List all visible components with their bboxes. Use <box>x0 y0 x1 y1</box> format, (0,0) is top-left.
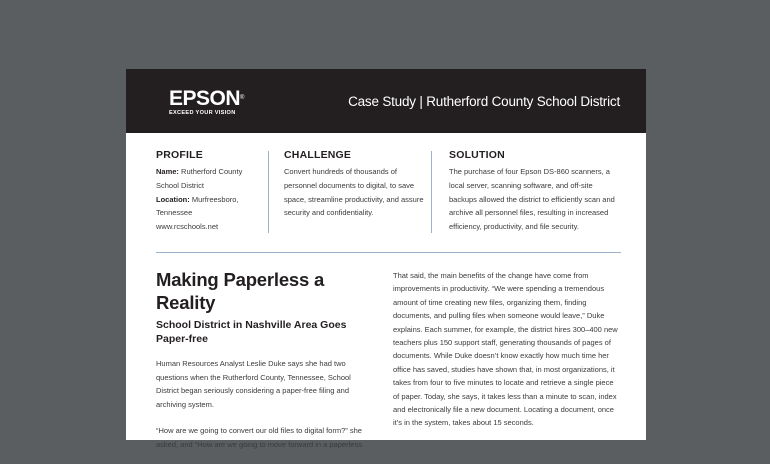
solution-text: The purchase of four Epson DS-860 scanners, a local server, scanning software, and off-site backups allowed the district to efficiently scan and archive all personnel files, resulting in increased efficiency, productivity, and file security. <box>449 167 615 232</box>
section-divider <box>156 252 621 253</box>
article-subtitle: School District in Nashville Area Goes Paper-free <box>156 319 347 345</box>
profile-location <box>156 193 261 221</box>
profile-location-value: Murfreesboro, Tennessee <box>156 194 239 218</box>
solution-heading: SOLUTION <box>449 149 505 161</box>
profile-location-label: Location: <box>156 194 190 204</box>
profile-name-label: Name: <box>156 167 179 176</box>
epson-logo <box>169 88 244 116</box>
profile-section <box>156 149 261 234</box>
challenge-heading: CHALLENGE <box>284 149 352 161</box>
article-right-column <box>393 269 621 430</box>
profile-name <box>156 165 261 193</box>
solution-section <box>449 149 621 234</box>
article-left-column <box>156 357 362 464</box>
case-study-page <box>126 69 646 449</box>
article-paragraph: “How are we going to convert our old files to digital form?” she asked, and “How are we going to move forward in a paperless <box>156 426 362 449</box>
column-divider <box>268 151 269 233</box>
column-divider <box>431 151 432 233</box>
article-title: Making Paperless a Reality <box>156 269 325 313</box>
challenge-text: Convert hundreds of thousands of personnel documents to digital, to save space, streamline productivity, and assure security and confidentiality. <box>284 167 424 218</box>
registered-mark: ® <box>240 95 244 101</box>
logo-tagline: EXCEED YOUR VISION <box>169 110 236 116</box>
page-title: Case Study | Rutherford County School District <box>348 94 620 109</box>
article-paragraph: Human Resources Analyst Leslie Duke says she had two questions when the Rutherford County, Tennessee, School District began seriously considering a paper-free filing and archiving system. <box>156 359 351 409</box>
logo-wordmark: EPSON <box>169 87 241 110</box>
profile-url: www.rcschools.net <box>156 222 219 232</box>
profile-name-value: Rutherford County School District <box>156 167 243 190</box>
challenge-section <box>284 149 429 220</box>
profile-heading: PROFILE <box>156 149 203 161</box>
page-header <box>126 69 646 133</box>
article-paragraph: That said, the main benefits of the change have come from improvements in productivity. “We were spending a tremendous amount of time creating new files, organizing them, finding documents, and pulling files when someone would leave,” Duke explains. Each summer, for example, the district hires 300–400 new teachers plus 150 support staff, generating thousands of pages of documents. While Duke doesn’t know exactly how much time her office has saved, studies have shown that, in most organizations, it takes from four to five minutes to locate and retrieve a single piece of paper. Today, she says, it takes less than a minute to scan, index and electronically file a new document. Locating a document, once it’s in the system, takes about 15 seconds. <box>393 271 618 428</box>
